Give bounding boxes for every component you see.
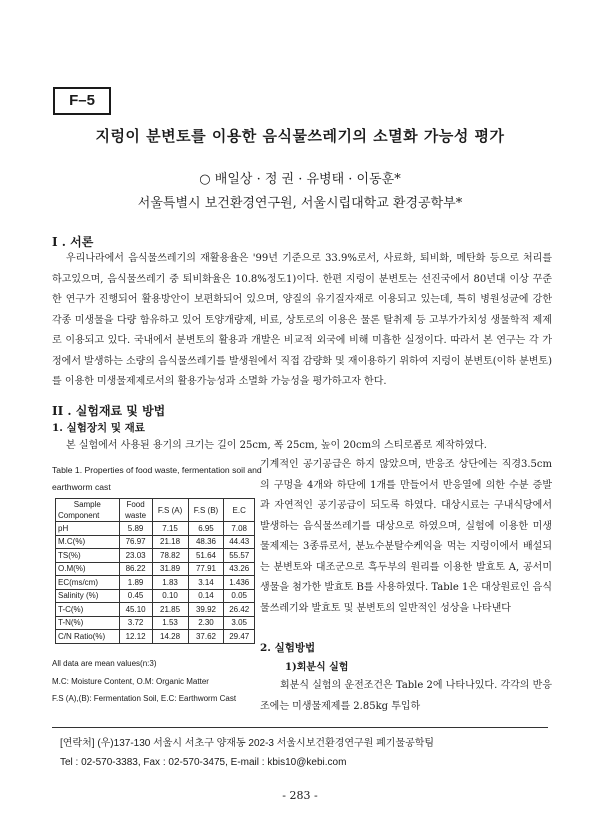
cell-food: 5.89 — [119, 522, 152, 536]
table-row — [56, 549, 255, 563]
cell-fsa: 21.85 — [152, 603, 188, 617]
row-label: pH — [56, 522, 120, 536]
subsection-heading-method: 2. 실험방법 — [260, 642, 316, 654]
footer-divider — [52, 727, 548, 728]
header-sample-label: Sample — [73, 500, 101, 509]
page-number: - 283 - — [282, 789, 318, 802]
table-row — [56, 522, 255, 536]
cell-ec: 43.26 — [224, 562, 255, 576]
contact-block — [60, 734, 560, 772]
session-tag: F–5 — [53, 87, 111, 115]
cell-fsb: 6.95 — [188, 522, 224, 536]
contact-phone-email: Tel : 02-570-3383, Fax : 02-570-3475, E-mail : kbis10@kebi.com — [60, 757, 347, 768]
cell-fsb: 37.62 — [188, 630, 224, 644]
row-label: M.C(%) — [56, 535, 120, 549]
row-label: EC(ms/cm) — [56, 576, 120, 590]
row-label: C/N Ratio(%) — [56, 630, 120, 644]
properties-table — [55, 498, 255, 644]
cell-fsa: 31.89 — [152, 562, 188, 576]
cell-food: 1.89 — [119, 576, 152, 590]
cell-ec: 3.05 — [224, 616, 255, 630]
cell-food: 23.03 — [119, 549, 152, 563]
table-header-food: Food waste — [119, 499, 152, 522]
cell-fsa: 1.53 — [152, 616, 188, 630]
row-label: T-N(%) — [56, 616, 120, 630]
table-row — [56, 616, 255, 630]
introduction-paragraph: 우리나라에서 음식물쓰레기의 재활용율은 '99년 기준으로 33.9%로서, 사료화, 퇴비화, 메탄화 등으로 처리를 하고있으며, 음식물쓰레기 중 퇴비화율은 10.8%정도1)이다. 한편 지렁이 분변토는 선진국에서 80년대 이상 꾸준한 연구가 진행되어 활용방안이 보편화되어 있으며, 양질의 유기질자재로 이용되고 있는데, 특히 병원성균에 강한 각종 미생물을 다량 함유하고 있어 토양개량제, 비료, 상토로의 이용은 물론 탈취제 등 고부가가치성 생물학적 제제로 이용되고 있다. 국내에서 분변토의 활용과 개발은 비교적 외국에 비해 미흡한 실정이다. 따라서 본 연구는 각 가정에서 발생하는 소량의 음식물쓰레기를 발생원에서 직접 감량화 및 재이용하기 위하여 지렁이 분변토(이하 분변토)를 이용한 미생물제제로서의 활용가능성과 소멸화 가능성을 평가하고자 한다. — [52, 253, 552, 387]
table-note-abbrev-fs: F.S (A),(B): Fermentation Soil, E.C: Earthworm Cast — [52, 694, 237, 703]
cell-fsb: 0.14 — [188, 589, 224, 603]
header-component-label: Component — [58, 511, 100, 520]
table-row — [56, 562, 255, 576]
cell-fsb: 77.91 — [188, 562, 224, 576]
table-row — [56, 603, 255, 617]
apparatus-continued-paragraph: 기계적인 공기공급은 하지 않았으며, 반응조 상단에는 직경3.5cm의 구멍을 4개와 하단에 1개를 만들어서 반응열에 의한 수분 증발과 자연적인 공기공급이 되도록 하였다. 대상시료는 구내식당에서 발생하는 음식물쓰레기를 대상으로 하였으며, 실험에 이용한 미생물제제는 3종류로서, 분뇨수분탈수케익을 먹는 지렁이에서 배설되는 분변토와 대조군으로 흑두부의 원리를 이용한 발효토 A, 공서미생물을 첨가한 발효토 B를 사용하였다. Table 1은 대상원료인 음식물쓰레기와 발효토 및 분변토의 일반적인 성상을 나타낸다 — [260, 459, 552, 614]
apparatus-paragraph: 본 실험에서 사용된 용기의 크기는 길이 25cm, 폭 25cm, 높이 20cm의 스티로폼로 제작하였다. — [66, 440, 487, 451]
table-row — [56, 589, 255, 603]
cell-ec: 26.42 — [224, 603, 255, 617]
row-label: Salinity (%) — [56, 589, 120, 603]
batch-paragraph: 회분식 실험의 운전조건은 Table 2에 나타나있다. 각각의 반응조에는 미생물제제를 2.85kg 투입하 — [260, 680, 552, 712]
row-label: O.M(%) — [56, 562, 120, 576]
subsection-heading-apparatus: 1. 실험장치 및 재료 — [52, 422, 145, 434]
cell-fsb: 3.14 — [188, 576, 224, 590]
cell-ec: 44.43 — [224, 535, 255, 549]
cell-fsa: 1.83 — [152, 576, 188, 590]
table-body — [56, 522, 255, 644]
table-row — [56, 576, 255, 590]
cell-food: 76.97 — [119, 535, 152, 549]
table-header-ec: E.C — [224, 499, 255, 522]
table-notes — [52, 655, 272, 708]
section-heading-introduction: I . 서론 — [52, 235, 94, 249]
table-header-sample — [56, 499, 120, 522]
cell-fsa: 7.15 — [152, 522, 188, 536]
paper-title: 지렁이 분변토를 이용한 음식물쓰레기의 소멸화 가능성 평가 — [95, 127, 505, 145]
cell-ec: 29.47 — [224, 630, 255, 644]
cell-fsb: 2.30 — [188, 616, 224, 630]
cell-food: 12.12 — [119, 630, 152, 644]
cell-food: 86.22 — [119, 562, 152, 576]
cell-food: 45.10 — [119, 603, 152, 617]
cell-ec: 7.08 — [224, 522, 255, 536]
table-header-fsb: F.S (B) — [188, 499, 224, 522]
cell-food: 0.45 — [119, 589, 152, 603]
table-caption: Table 1. Properties of food waste, fermentation soil and earthworm cast — [52, 465, 262, 492]
table-row — [56, 630, 255, 644]
table-note-abbrev-mc: M.C: Moisture Content, O.M: Organic Matter — [52, 676, 209, 686]
affiliation: 서울특별시 보건환경연구원, 서울시립대학교 환경공학부* — [137, 196, 463, 211]
section-heading-methods: II . 실험재료 및 방법 — [52, 404, 166, 418]
cell-fsb: 39.92 — [188, 603, 224, 617]
cell-ec: 55.57 — [224, 549, 255, 563]
cell-ec: 0.05 — [224, 589, 255, 603]
contact-address: [연락처] (우)137-130 서울시 서초구 양재동 202-3 서울시보건환경연구원 폐기물공학팀 — [60, 738, 435, 749]
table-row — [56, 535, 255, 549]
row-label: TS(%) — [56, 549, 120, 563]
cell-fsb: 51.64 — [188, 549, 224, 563]
table-note-mean: All data are mean values(n:3) — [52, 659, 157, 668]
cell-fsa: 21.18 — [152, 535, 188, 549]
cell-fsa: 0.10 — [152, 589, 188, 603]
cell-fsb: 48.36 — [188, 535, 224, 549]
row-label: T-C(%) — [56, 603, 120, 617]
cell-fsa: 14.28 — [152, 630, 188, 644]
table-header-fsa: F.S (A) — [152, 499, 188, 522]
cell-ec: 1.436 — [224, 576, 255, 590]
cell-fsa: 78.82 — [152, 549, 188, 563]
cell-food: 3.72 — [119, 616, 152, 630]
subsection-heading-batch: 1)회분식 실험 — [285, 662, 349, 673]
author-list: ○ 배일상 · 정 권 · 유병태 · 이동훈* — [199, 172, 401, 187]
